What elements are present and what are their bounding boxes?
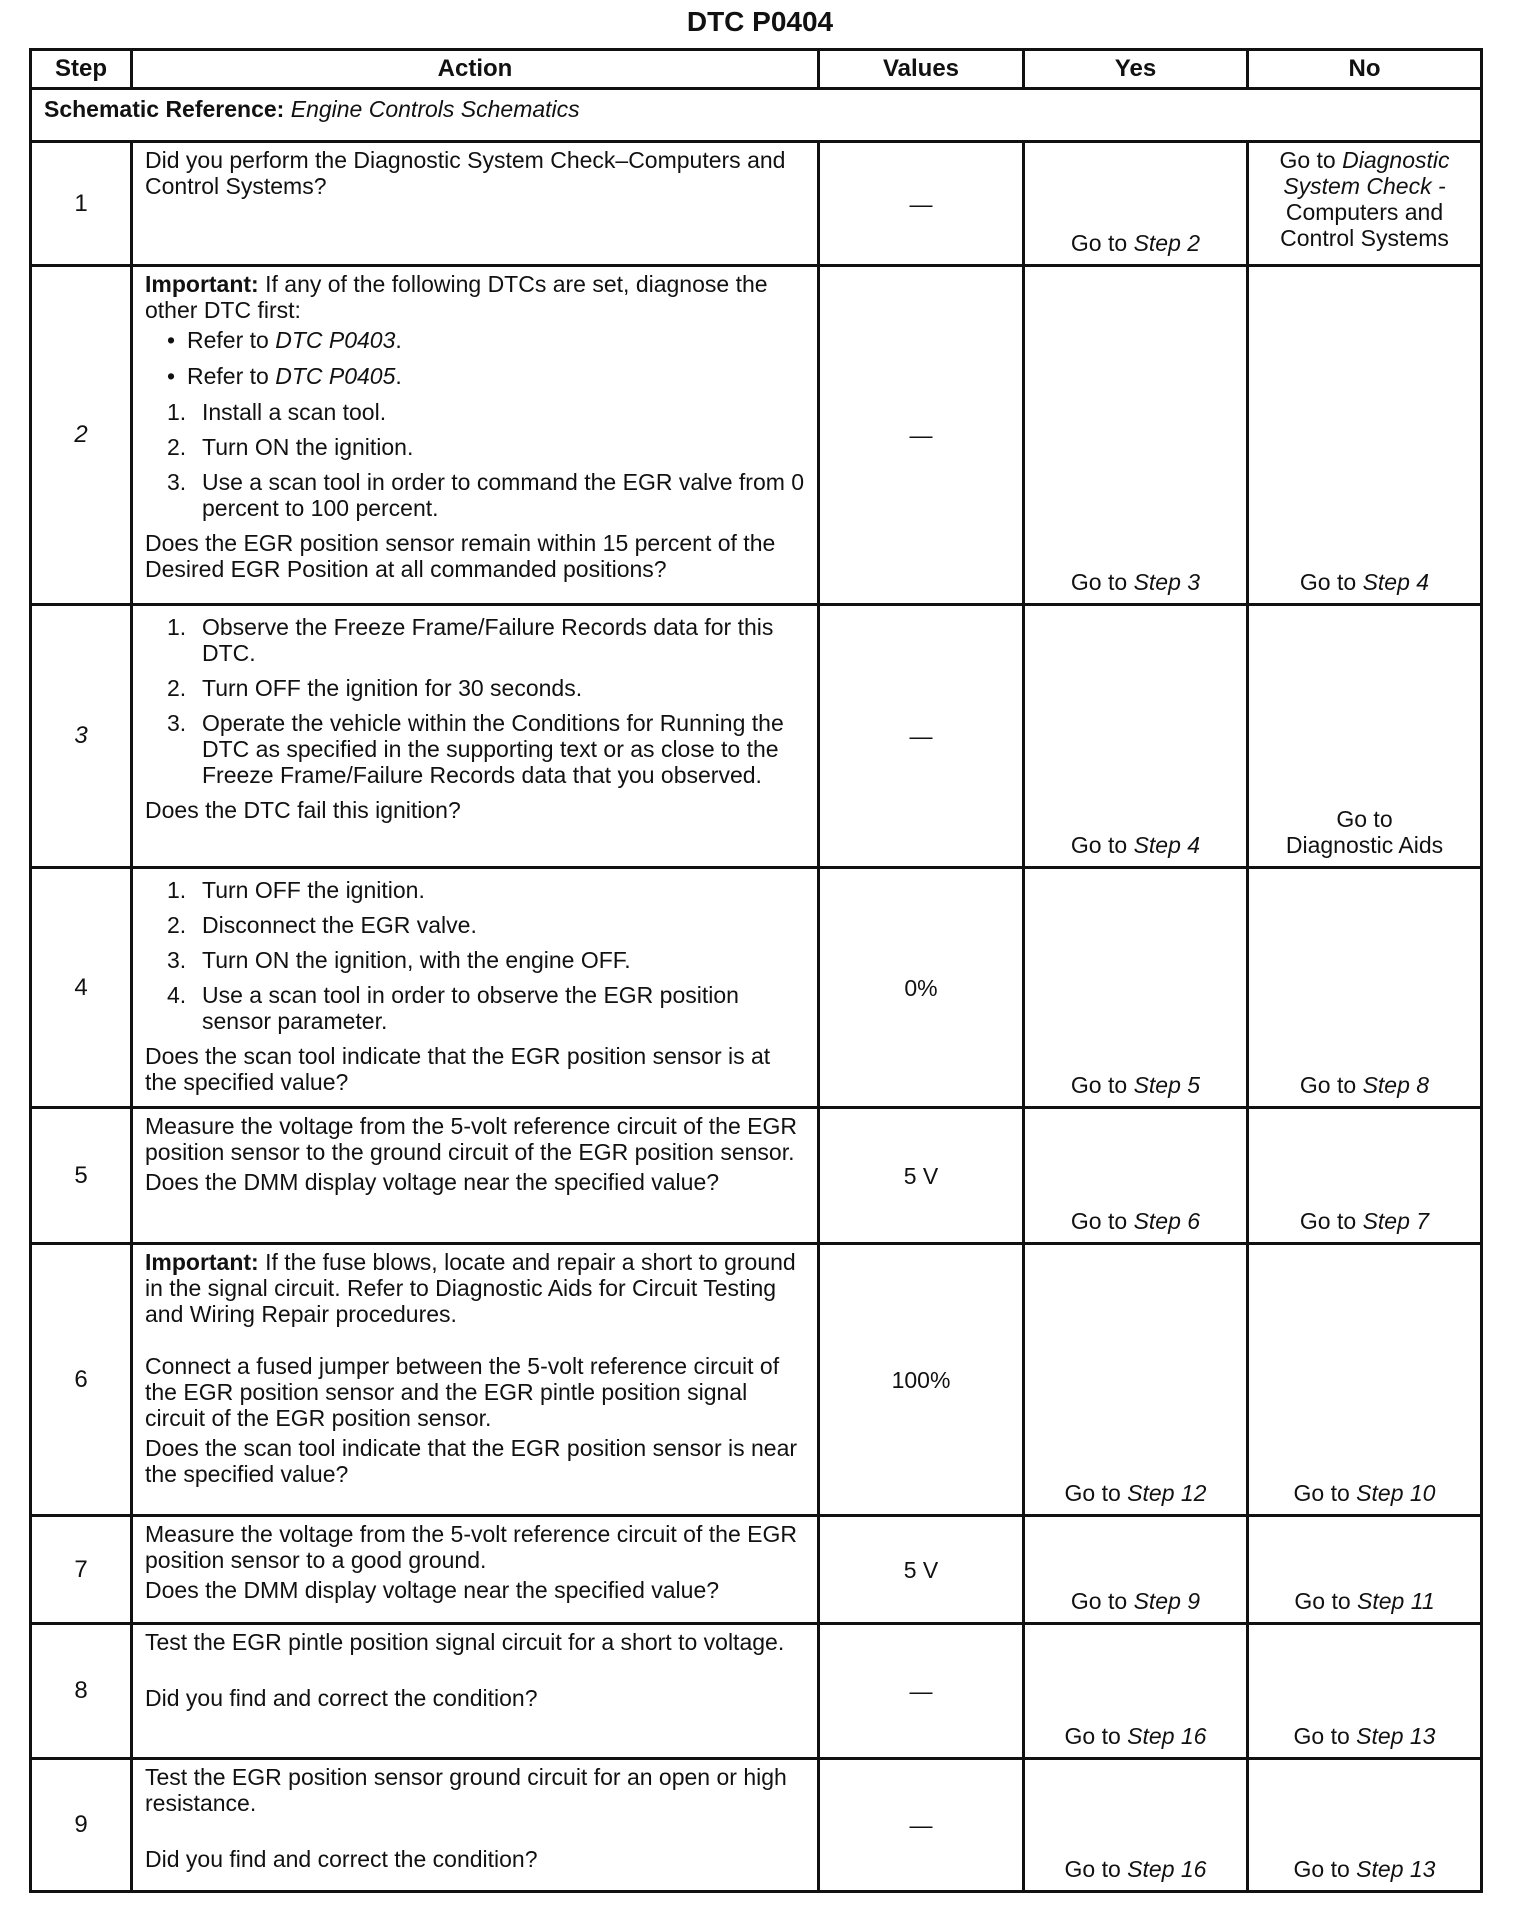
step-number: 8 [31,1624,132,1759]
header-row [31,50,1482,89]
action-cell [132,1244,819,1516]
value-cell: 100% [819,1244,1024,1516]
value-cell: — [819,1624,1024,1759]
important-label: Important: [145,1249,259,1275]
action-cell [132,1108,819,1244]
schematic-link[interactable]: Engine Controls Schematics [290,96,580,122]
value-cell: — [819,142,1024,266]
yes-cell[interactable]: Go to Step 12 [1024,1244,1248,1516]
yes-cell[interactable]: Go to Step 4 [1024,605,1248,868]
yes-link[interactable]: Step 9 [1133,1588,1201,1614]
no-cell[interactable]: Go to Step 11 [1248,1516,1482,1624]
step-number: 6 [31,1244,132,1516]
yes-link[interactable]: Step 3 [1133,569,1201,595]
header-action: Action [132,50,819,89]
value-cell: — [819,605,1024,868]
schematic-reference-row [31,89,1482,142]
action-text: Test the EGR pintle position signal circuit for a short to voltage. [145,1629,785,1655]
action-text: Measure the voltage from the 5-volt reference circuit of the EGR position sensor to a good ground. [145,1521,797,1573]
no-link[interactable]: Step 10 [1356,1480,1436,1506]
table-row [31,266,1482,605]
step-number: 9 [31,1759,132,1892]
step-number: 2 [31,266,132,605]
list-item: 3. Operate the vehicle within the Conditions for Running the DTC as specified in the supporting text or as close to the Freeze Frame/Failure Records data that you observed. [167,710,784,788]
numbered-steps [145,399,807,521]
list-item: • Refer to DTC P0405. [167,363,807,389]
action-cell [132,1516,819,1624]
table-row [31,142,1482,266]
table-row [31,1759,1482,1892]
no-cell[interactable]: Go to Step 4 [1248,266,1482,605]
no-link[interactable]: Diagnostic System Check - [1283,147,1450,199]
bullet-list [145,327,807,389]
yes-cell[interactable]: Go to Step 9 [1024,1516,1248,1624]
action-cell [132,1624,819,1759]
yes-cell[interactable] [1024,142,1248,266]
list-item: 2. Turn ON the ignition. [167,434,414,460]
step-number: 7 [31,1516,132,1624]
yes-link[interactable]: Step 16 [1127,1723,1207,1749]
yes-cell[interactable]: Go to Step 16 [1024,1759,1248,1892]
question-text: Does the DMM display voltage near the specified value? [145,1577,720,1603]
no-link[interactable]: Step 8 [1362,1072,1430,1098]
table-row [31,1244,1482,1516]
list-item: 3. Turn ON the ignition, with the engine OFF. [167,947,631,973]
numbered-steps [145,614,807,788]
action-text: Connect a fused jumper between the 5-volt reference circuit of the EGR position sensor and the EGR pintle position signal circuit of the EGR position sensor. [145,1353,780,1431]
page-title: DTC P0404 [686,6,834,37]
action-cell [132,1759,819,1892]
action-cell [132,142,819,266]
list-item: 2. Disconnect the EGR valve. [167,912,477,938]
table-row [31,1516,1482,1624]
important-text: If the fuse blows, locate and repair a short to ground in the signal circuit. Refer to Diagnostic Aids for Circuit Testing and Wiring Repair procedures. [145,1249,796,1327]
schematic-label: Schematic Reference: [44,96,285,122]
yes-link[interactable]: Step 5 [1133,1072,1201,1098]
list-item: • Refer to DTC P0403. [167,327,807,353]
step-number: 1 [31,142,132,266]
yes-cell[interactable]: Go to Step 5 [1024,868,1248,1108]
no-link[interactable]: Diagnostic Aids [1285,832,1444,858]
table-row [31,1624,1482,1759]
value-cell: — [819,1759,1024,1892]
yes-link[interactable]: Step 16 [1127,1856,1207,1882]
goto-label: Go to [1070,230,1128,256]
value-cell: 0% [819,868,1024,1108]
numbered-steps [145,877,807,1034]
no-cell[interactable] [1248,142,1482,266]
no-cell[interactable]: Go to Step 10 [1248,1244,1482,1516]
step-number: 3 [31,605,132,868]
no-cell[interactable]: Go to Step 7 [1248,1108,1482,1244]
header-values: Values [819,50,1024,89]
question-text: Does the scan tool indicate that the EGR position sensor is near the specified value? [145,1435,798,1487]
header-no: No [1248,50,1482,89]
no-link[interactable]: Step 11 [1357,1588,1435,1614]
action-cell [132,868,819,1108]
question-text: Does the scan tool indicate that the EGR position sensor is at the specified value? [145,1043,771,1095]
list-item: 1. Turn OFF the ignition. [167,877,425,903]
table-row [31,1108,1482,1244]
list-item: 2. Turn OFF the ignition for 30 seconds. [167,675,583,701]
list-item: 1. Observe the Freeze Frame/Failure Records data for this DTC. [167,614,774,666]
action-cell [132,266,819,605]
dtc-link[interactable]: DTC P0405 [275,363,396,389]
action-text: Did you perform the Diagnostic System Check–Computers and Control Systems? [145,147,786,199]
value-cell: 5 V [819,1108,1024,1244]
yes-link[interactable]: Step 12 [1127,1480,1207,1506]
value-cell: — [819,266,1024,605]
list-item: 1. Install a scan tool. [167,399,387,425]
table-row [31,605,1482,868]
important-label: Important: [145,271,259,297]
no-link[interactable]: Step 4 [1362,569,1430,595]
table-row [31,868,1482,1108]
list-item: 3. Use a scan tool in order to command the EGR valve from 0 percent to 100 percent. [167,469,805,521]
no-link-text[interactable]: Computers and Control Systems [1280,199,1449,251]
yes-link[interactable]: Step 4 [1133,832,1201,858]
yes-cell[interactable]: Go to Step 16 [1024,1624,1248,1759]
question-text: Does the EGR position sensor remain within 15 percent of the Desired EGR Position at all commanded positions? [145,530,776,582]
no-cell[interactable]: Go to Step 13 [1248,1759,1482,1892]
yes-cell[interactable]: Go to Step 6 [1024,1108,1248,1244]
step-number: 5 [31,1108,132,1244]
value-cell: 5 V [819,1516,1024,1624]
question-text: Did you find and correct the condition? [145,1846,538,1872]
important-text: If any of the following DTCs are set, diagnose the other DTC first: [145,271,768,323]
question-text: Does the DMM display voltage near the specified value? [145,1169,720,1195]
header-yes: Yes [1024,50,1248,89]
action-cell [132,605,819,868]
step-number: 4 [31,868,132,1108]
question-text: Does the DTC fail this ignition? [145,797,461,823]
action-text: Test the EGR position sensor ground circuit for an open or high resistance. [145,1764,787,1816]
yes-link[interactable]: Step 2 [1133,230,1201,256]
action-text: Measure the voltage from the 5-volt reference circuit of the EGR position sensor to the ground circuit of the EGR position sensor. [145,1113,797,1165]
question-text: Did you find and correct the condition? [145,1685,538,1711]
goto-label: Go to [1279,147,1336,173]
no-link[interactable]: Step 7 [1362,1208,1430,1234]
no-cell[interactable]: Go to Diagnostic Aids [1248,605,1482,868]
no-cell[interactable]: Go to Step 13 [1248,1624,1482,1759]
header-step: Step [31,50,132,89]
dtc-link[interactable]: DTC P0403 [275,327,396,353]
no-link[interactable]: Step 13 [1356,1856,1436,1882]
yes-cell[interactable]: Go to Step 3 [1024,266,1248,605]
list-item: 4. Use a scan tool in order to observe the EGR position sensor parameter. [167,982,739,1034]
diagnostic-table [29,48,1483,1893]
yes-link[interactable]: Step 6 [1133,1208,1201,1234]
no-cell[interactable]: Go to Step 8 [1248,868,1482,1108]
no-link[interactable]: Step 13 [1356,1723,1436,1749]
